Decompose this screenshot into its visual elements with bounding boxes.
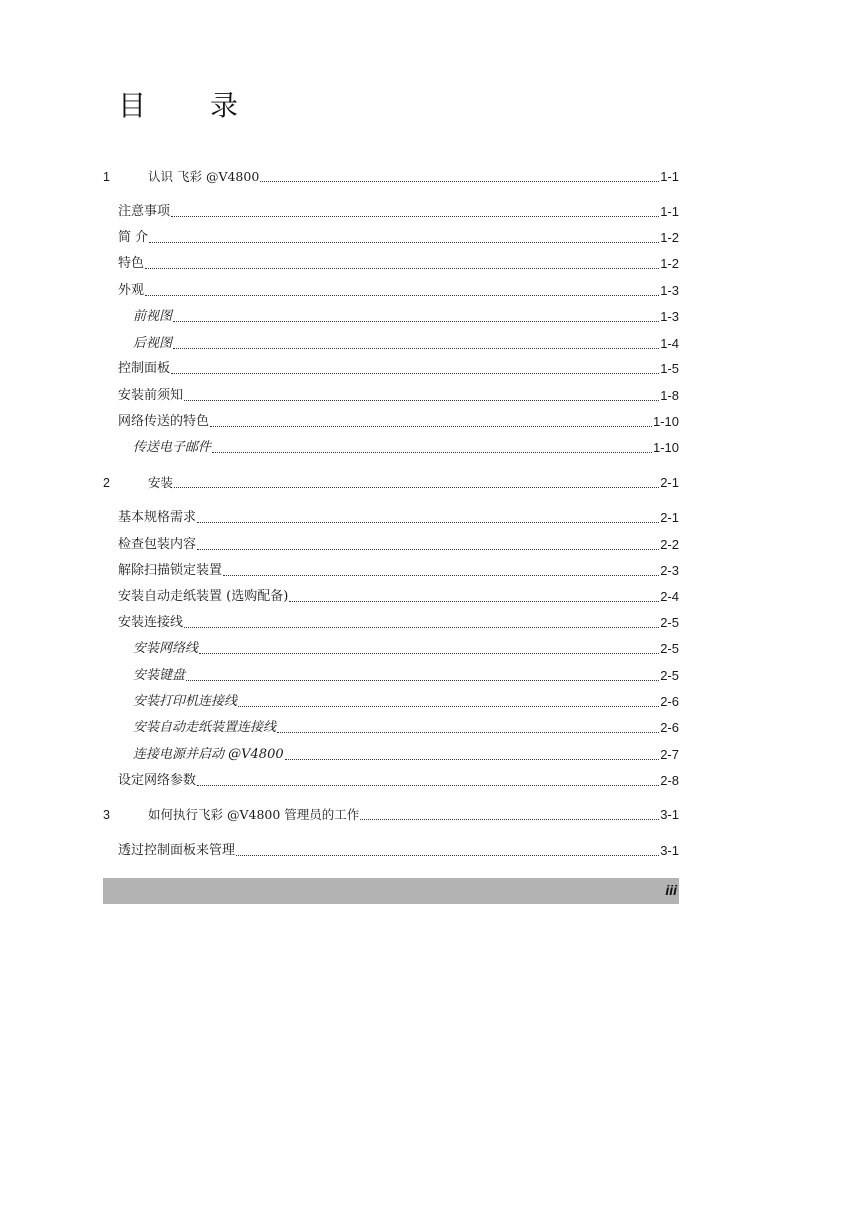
dot-leader (197, 522, 659, 523)
toc-entry[interactable] (103, 203, 679, 221)
toc-entry[interactable] (103, 614, 679, 632)
toc-entry-label: 设定网络参数 (118, 773, 197, 788)
dot-leader (223, 575, 659, 576)
dot-leader (236, 855, 659, 856)
toc-entry-label: 安装打印机连接线 (133, 694, 238, 709)
toc-entry[interactable] (103, 335, 679, 353)
toc-chapter-number: 3 (103, 808, 110, 822)
toc-page-number: 1-2 (660, 230, 679, 245)
toc-page-number: 1-4 (660, 336, 679, 351)
toc-page-number: 2-1 (660, 510, 679, 525)
toc-page-number: 2-2 (660, 537, 679, 552)
dot-leader (173, 321, 659, 322)
toc-entry[interactable] (103, 439, 679, 457)
dot-leader (277, 732, 659, 733)
toc-entry-label: 特色 (118, 256, 145, 271)
toc-entry[interactable] (103, 509, 679, 527)
toc-entry[interactable] (103, 640, 679, 658)
toc-entry[interactable] (103, 387, 679, 405)
toc-entry[interactable] (103, 360, 679, 378)
toc-entry-label: 解除扫描锁定装置 (118, 563, 223, 578)
toc-page-number: 2-5 (660, 641, 679, 656)
dot-leader (184, 627, 659, 628)
toc-entry[interactable] (103, 588, 679, 606)
dot-leader (186, 680, 659, 681)
toc-entry-label: 注意事项 (118, 204, 171, 219)
toc-page-number: 1-1 (660, 169, 679, 184)
toc-entry[interactable] (103, 229, 679, 247)
toc-entry-label: 网络传送的特色 (118, 414, 210, 429)
dot-leader (360, 819, 659, 820)
toc-page-number: 3-1 (660, 843, 679, 858)
toc-page-number: 1-3 (660, 309, 679, 324)
toc-entry[interactable] (103, 842, 679, 860)
toc-page-number: 2-3 (660, 563, 679, 578)
dot-leader (173, 348, 659, 349)
toc-page-number: 1-2 (660, 256, 679, 271)
dot-leader (145, 295, 659, 296)
footer-bar (103, 878, 679, 904)
toc-page-number: 2-6 (660, 694, 679, 709)
toc-entry-label: 后视图 (133, 336, 173, 351)
toc-chapter-number: 1 (103, 170, 110, 184)
toc-page-number: 1-10 (652, 414, 679, 429)
toc-chapter-entry[interactable] (103, 806, 679, 824)
dot-leader (197, 549, 659, 550)
dot-leader (260, 181, 659, 182)
toc-entry[interactable] (103, 772, 679, 790)
toc-entry-label: 安装连接线 (118, 615, 184, 630)
toc-entry-label: 传送电子邮件 (133, 440, 212, 455)
toc-entry[interactable] (103, 413, 679, 431)
dot-leader (171, 373, 659, 374)
toc-page-number: 1-3 (660, 283, 679, 298)
toc-entry-label: 检查包装内容 (118, 537, 197, 552)
page-title: 目 录 (118, 89, 257, 122)
dot-leader (171, 216, 659, 217)
dot-leader (174, 487, 659, 488)
toc-entry[interactable] (103, 536, 679, 554)
toc-page-number: 1-10 (652, 440, 679, 455)
toc-entry[interactable] (103, 719, 679, 737)
toc-entry-label: 认识 飞彩 @V4800 (148, 169, 260, 184)
toc-entry-label: 外观 (118, 283, 145, 298)
toc-page-number: 1-1 (660, 204, 679, 219)
toc-entry[interactable] (103, 693, 679, 711)
toc-entry-label: 连接电源并启动 @V4800 (133, 747, 284, 762)
toc-entry[interactable] (103, 308, 679, 326)
toc-entry-label: 安装自动走纸装置连接线 (133, 720, 277, 735)
toc-entry-label: 安装 (148, 475, 174, 490)
toc-page-number: 2-6 (660, 720, 679, 735)
footer-page-number: iii (665, 882, 677, 898)
toc-page-number: 2-5 (660, 615, 679, 630)
dot-leader (149, 242, 659, 243)
toc-page-number: 2-1 (660, 475, 679, 490)
toc-entry[interactable] (103, 746, 679, 764)
toc-entry[interactable] (103, 667, 679, 685)
toc-chapter-number: 2 (103, 476, 110, 490)
toc-entry-label: 如何执行飞彩 @V4800 管理员的工作 (148, 807, 360, 822)
toc-chapter-entry[interactable] (103, 474, 679, 492)
dot-leader (289, 601, 659, 602)
dot-leader (210, 426, 652, 427)
toc-entry[interactable] (103, 255, 679, 273)
toc-entry-label: 前视图 (133, 309, 173, 324)
toc-entry-label: 安装自动走纸装置 (选购配备) (118, 589, 289, 604)
toc-page-number: 2-4 (660, 589, 679, 604)
toc-entry[interactable] (103, 282, 679, 300)
toc-entry-label: 安装键盘 (133, 668, 186, 683)
toc-entry-label: 控制面板 (118, 361, 171, 376)
toc-entry-label: 基本规格需求 (118, 510, 197, 525)
toc-entry[interactable] (103, 562, 679, 580)
toc-page-number: 2-5 (660, 668, 679, 683)
toc-page-number: 2-8 (660, 773, 679, 788)
dot-leader (145, 268, 659, 269)
dot-leader (285, 759, 660, 760)
toc-page-number: 3-1 (660, 807, 679, 822)
dot-leader (197, 785, 659, 786)
toc-page-number: 1-5 (660, 361, 679, 376)
dot-leader (212, 452, 652, 453)
toc-entry-label: 透过控制面板来管理 (118, 843, 236, 858)
toc-entry-label: 安装前须知 (118, 388, 184, 403)
toc-page-number: 2-7 (660, 747, 679, 762)
toc-page-number: 1-8 (660, 388, 679, 403)
toc-chapter-entry[interactable] (103, 168, 679, 186)
dot-leader (199, 653, 659, 654)
toc-entry-label: 简 介 (118, 230, 149, 245)
dot-leader (184, 400, 659, 401)
dot-leader (238, 706, 659, 707)
toc-entry-label: 安装网络线 (133, 641, 199, 656)
